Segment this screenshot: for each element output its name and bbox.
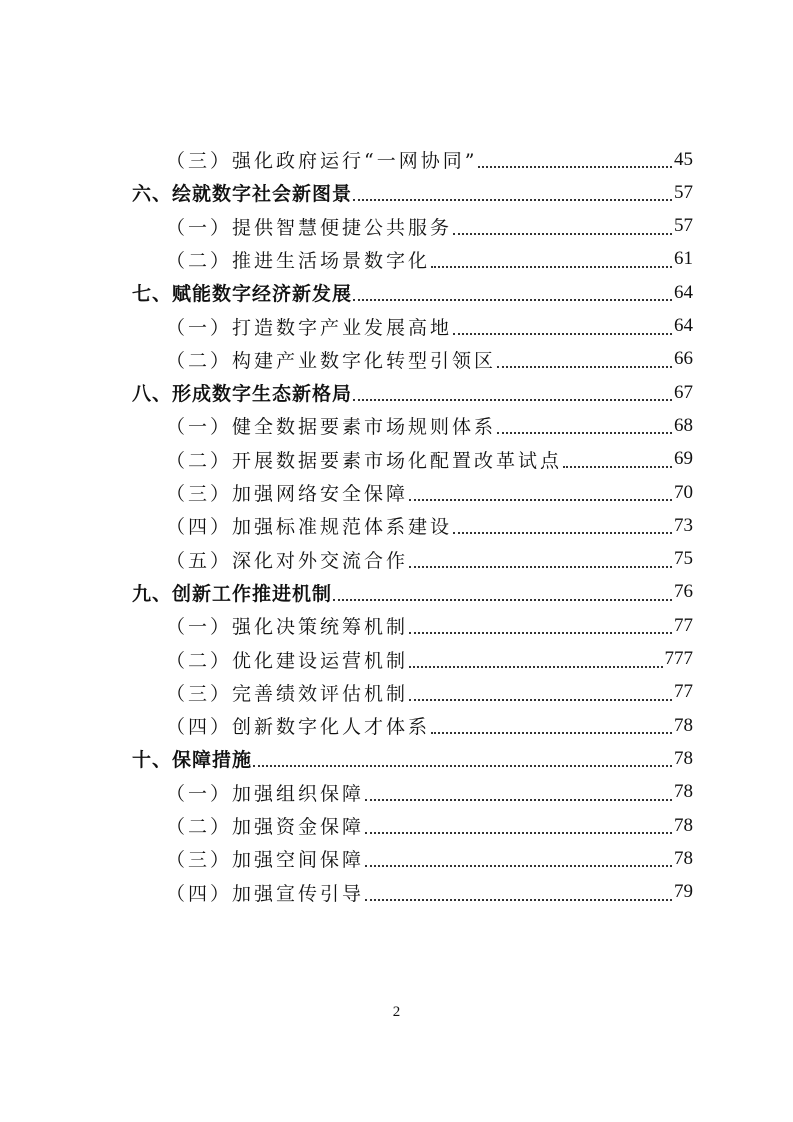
toc-entry-title: 七、赋能数字经济新发展 (132, 283, 353, 306)
dot-leader (497, 432, 672, 434)
dot-leader (409, 699, 672, 701)
toc-entry-title: （五）深化对外交流合作 (166, 549, 409, 572)
dot-leader (409, 632, 672, 634)
toc-entry-title: （三）完善绩效评估机制 (166, 682, 409, 705)
toc-entry-page: 45 (674, 148, 693, 170)
toc-entry-page: 78 (674, 714, 693, 736)
dot-leader (409, 499, 672, 501)
toc-chapter-entry[interactable] (132, 376, 693, 409)
dot-leader (453, 532, 672, 534)
toc-entry-title: （三）强化政府运行“一网协同” (166, 150, 478, 172)
dot-leader (431, 266, 672, 268)
toc-entry-title: （四）加强标准规范体系建设 (166, 516, 453, 539)
toc-entry-page: 64 (674, 315, 693, 336)
toc-entry-page: 75 (674, 548, 693, 570)
toc-entry-title: （三）加强空间保障 (166, 849, 365, 872)
toc-entry-page: 777 (664, 648, 693, 669)
toc-section-entry[interactable] (166, 343, 693, 376)
toc-entry-page: 70 (674, 481, 693, 503)
toc-entry-title: （一）加强组织保障 (166, 782, 365, 805)
toc-entry-title: 八、形成数字生态新格局 (132, 383, 353, 406)
toc-entry-page: 78 (674, 781, 693, 803)
toc-entry-page: 76 (674, 581, 693, 603)
dot-leader (453, 233, 672, 235)
toc-entry-title: （二）开展数据要素市场化配置改革试点 (166, 449, 563, 472)
toc-entry-page: 73 (674, 514, 693, 536)
toc-entry-page: 67 (674, 381, 693, 403)
dot-leader (365, 865, 672, 867)
toc-section-entry[interactable] (166, 876, 693, 909)
toc-entry-page: 68 (674, 414, 693, 436)
toc-entry-page: 64 (674, 281, 693, 303)
toc-entry-title: （一）强化决策统筹机制 (166, 616, 409, 639)
toc-chapter-entry[interactable] (132, 742, 693, 775)
toc-entry-page: 77 (674, 614, 693, 636)
toc-entry-page: 77 (674, 681, 693, 703)
toc-section-entry[interactable] (166, 543, 693, 576)
toc-entry-page: 66 (674, 348, 693, 370)
dot-leader (365, 899, 672, 901)
dot-leader (253, 765, 672, 767)
toc-section-entry[interactable] (166, 842, 693, 875)
dot-leader (497, 366, 672, 368)
page-number: 2 (392, 1004, 401, 1020)
toc-entry-page: 57 (674, 181, 693, 203)
toc-entry-title: （一）打造数字产业发展高地 (166, 316, 453, 339)
toc-entry-title: （二）优化建设运营机制 (166, 649, 409, 672)
dot-leader (563, 466, 672, 468)
toc-entry-title: 九、创新工作推进机制 (132, 582, 333, 605)
toc-entry-title: （一）提供智慧便捷公共服务 (166, 216, 453, 239)
dot-leader (409, 566, 672, 568)
dot-leader (365, 799, 672, 801)
toc-section-entry[interactable] (166, 643, 693, 676)
dot-leader (453, 333, 672, 335)
toc-entry-page: 61 (674, 248, 693, 270)
dot-leader (431, 732, 672, 734)
toc-entry-page: 78 (674, 747, 693, 769)
toc-section-entry[interactable] (166, 509, 693, 542)
toc-chapter-entry[interactable] (132, 576, 693, 609)
toc-section-entry[interactable] (166, 676, 693, 709)
toc-entry-title: （二）加强资金保障 (166, 816, 365, 838)
toc-entry-page: 78 (674, 814, 693, 836)
toc-section-entry[interactable] (166, 809, 693, 842)
toc-section-entry[interactable] (166, 143, 693, 176)
toc-chapter-entry[interactable] (132, 176, 693, 209)
toc-section-entry[interactable] (166, 409, 693, 442)
dot-leader (353, 399, 672, 401)
toc-section-entry[interactable] (166, 310, 693, 343)
toc-entry-title: （二）构建产业数字化转型引领区 (166, 349, 497, 372)
dot-leader (353, 299, 672, 301)
toc-entry-page: 69 (674, 448, 693, 470)
toc-entry-title: （二）推进生活场景数字化 (166, 249, 431, 272)
toc-entry-title: 十、保障措施 (132, 749, 253, 772)
toc-entry-title: （一）健全数据要素市场规则体系 (166, 416, 497, 439)
toc-entry-title: （四）创新数字化人才体系 (166, 716, 431, 739)
toc-entry-title: 六、绘就数字社会新图景 (132, 183, 353, 206)
toc-entry-title: （四）加强宣传引导 (166, 882, 365, 905)
toc-entry-page: 78 (674, 847, 693, 869)
toc-section-entry[interactable] (166, 443, 693, 476)
toc-section-entry[interactable] (166, 709, 693, 742)
toc-section-entry[interactable] (166, 476, 693, 509)
toc-chapter-entry[interactable] (132, 276, 693, 309)
toc-section-entry[interactable] (166, 210, 693, 243)
dot-leader (333, 599, 672, 601)
toc-section-entry[interactable] (166, 609, 693, 642)
toc-section-entry[interactable] (166, 243, 693, 276)
dot-leader (478, 166, 672, 168)
toc-section-entry[interactable] (166, 776, 693, 809)
dot-leader (365, 832, 672, 834)
dot-leader (409, 666, 662, 668)
toc-entry-title: （三）加强网络安全保障 (166, 483, 409, 505)
toc-entry-page: 57 (674, 215, 693, 237)
dot-leader (353, 199, 672, 201)
toc-entry-page: 79 (674, 881, 693, 903)
